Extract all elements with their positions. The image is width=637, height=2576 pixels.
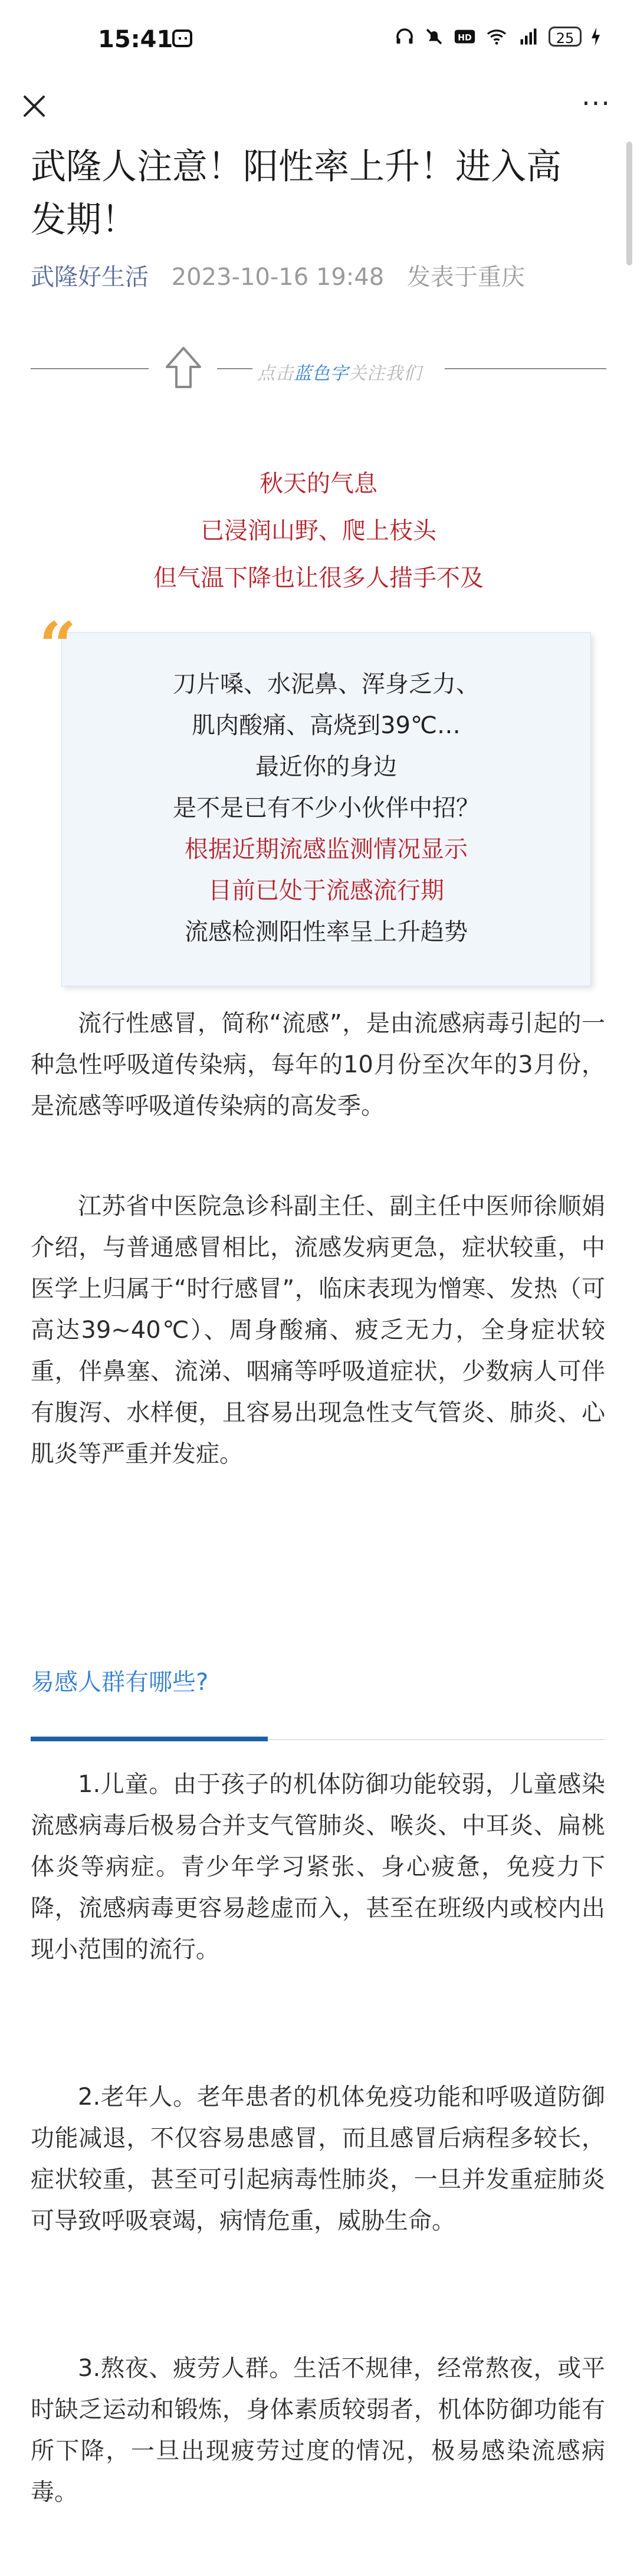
quote-box xyxy=(61,632,591,986)
paragraph-tired: 3.熬夜、疲劳人群。生活不规律，经常熬夜，或平时缺乏运动和锻炼，身体素质较弱者，机体防御功能有所下降，一旦出现疲劳过度的情况，极易感染流感病毒。 xyxy=(31,2355,605,2506)
article-title: 武隆人注意！阳性率上升！进入高发期！ xyxy=(31,146,562,241)
banner-divider-left xyxy=(31,368,149,369)
quote-mark-icon: “ xyxy=(39,608,77,684)
author-link[interactable]: 武隆好生活 xyxy=(31,264,149,291)
status-icons xyxy=(394,26,602,47)
close-icon[interactable] xyxy=(17,88,52,124)
banner-divider-mid xyxy=(217,368,252,369)
scrollbar[interactable] xyxy=(626,142,632,265)
headphones-icon xyxy=(394,26,415,47)
quote-line-red: 目前已处于流感流行期 xyxy=(208,877,444,904)
app-notification-icon xyxy=(172,29,192,47)
quote-line: 肌肉酸痛、高烧到39℃… xyxy=(192,712,461,739)
quote-lines xyxy=(62,664,590,953)
nav-bar xyxy=(0,83,637,130)
battery-indicator: 25 xyxy=(549,27,582,47)
status-bar xyxy=(0,0,637,83)
quote-line: 流感检测阳性率呈上升趋势 xyxy=(185,918,468,946)
signal-icon xyxy=(517,26,540,47)
wifi-icon xyxy=(485,26,508,47)
charging-icon xyxy=(590,27,602,47)
paragraph-elderly: 2.老年人。老年患者的机体免疫功能和呼吸道防御功能减退，不仅容易患感冒，而且感冒后病程多较长，症状较重，甚至可引起病毒性肺炎，一旦并发重症肺炎可导致呼吸衰竭，病情危重，威胁生命。 xyxy=(31,2083,605,2234)
paragraph-expert: 江苏省中医院急诊科副主任、副主任中医师徐顺娟介绍，与普通感冒相比，流感发病更急，症状较重，中医学上归属于“时行感冒”，临床表现为憎寒、发热（可高达39~40℃）、周身酸痛、疲乏无力，全身症状较重，伴鼻塞、流涕、咽痛等呼吸道症状，少数病人可伴有腹泻、水样便，且容易出现急性支气管炎、肺炎、心肌炎等严重并发症。 xyxy=(31,1193,605,1468)
quote-line: 是不是已有不少小伙伴中招？ xyxy=(173,795,480,822)
intro-line: 已浸润山野、爬上枝头 xyxy=(201,517,436,544)
follow-text-suffix: 关注我们 xyxy=(349,363,422,384)
section-title: 易感人群有哪些? xyxy=(31,1669,209,1696)
svg-text:HD: HD xyxy=(458,33,472,43)
banner-divider-right xyxy=(445,368,606,369)
follow-text-prefix: 点击 xyxy=(257,363,294,384)
publish-location: 发表于重庆 xyxy=(406,264,525,291)
article-meta xyxy=(31,258,525,292)
mute-icon xyxy=(423,26,445,47)
section-divider-accent xyxy=(31,1737,268,1741)
follow-text-highlight: 蓝色字 xyxy=(294,363,349,384)
hd-icon xyxy=(453,26,477,47)
publish-date: 2023-10-16 19:48 xyxy=(171,264,385,291)
quote-line: 最近你的身边 xyxy=(255,753,397,780)
intro-line: 但气温下降也让很多人措手不及 xyxy=(153,565,484,592)
intro-line: 秋天的气息 xyxy=(260,470,377,497)
paragraph-children: 1.儿童。由于孩子的机体防御功能较弱，儿童感染流感病毒后极易合并支气管肺炎、喉炎、中耳炎、扁桃体炎等病症。青少年学习紧张、身心疲惫，免疫力下降，流感病毒更容易趁虚而入，甚至在班级内或校内出现小范围的流行。 xyxy=(31,1771,605,1963)
intro-red-text xyxy=(0,460,637,602)
quote-line: 刀片嗓、水泥鼻、浑身乏力、 xyxy=(173,671,480,698)
quote-line-red: 根据近期流感监测情况显示 xyxy=(185,836,468,863)
follow-banner xyxy=(31,342,606,395)
paragraph-intro: 流行性感冒，简称“流感”，是由流感病毒引起的一种急性呼吸道传染病，每年的10月份至次年的3月份，是流感等呼吸道传染病的高发季。 xyxy=(31,1010,605,1120)
follow-text[interactable] xyxy=(257,359,422,385)
status-time: 15:41 xyxy=(98,26,173,53)
more-icon[interactable]: ··· xyxy=(582,87,611,119)
arrow-up-icon xyxy=(162,344,205,392)
